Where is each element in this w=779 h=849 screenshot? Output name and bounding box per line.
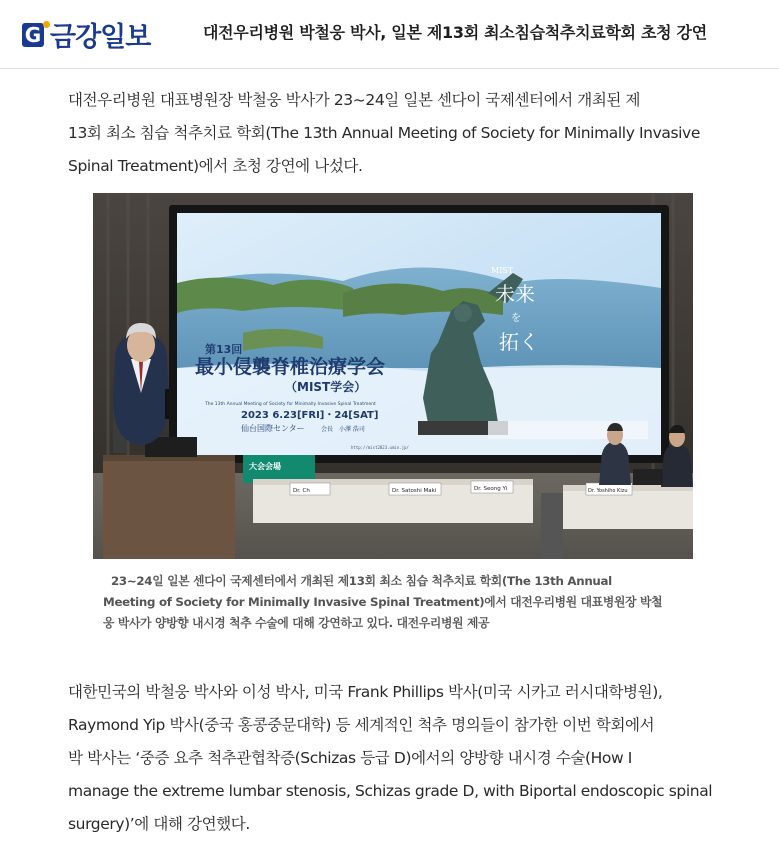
- slide-date-text: 2023 6.23[FRI]・24[SAT]: [241, 410, 379, 421]
- nameplate-4: Dr. Yoshiho Kizu: [588, 488, 628, 494]
- slide-motto-end: 拓く: [499, 330, 539, 354]
- intro-line: Spinal Treatment)에서 초청 강연에 나섰다.: [68, 157, 363, 175]
- intro-paragraph: [68, 84, 718, 183]
- slide-motto-main: 未来: [495, 282, 535, 306]
- body-line: 대한민국의 박철웅 박사와 이성 박사, 미국 Frank Phillips 박사(미국 시카고 러시대학병원),: [68, 683, 663, 701]
- slide-motto-top: MIST: [491, 266, 514, 275]
- intro-line: 13회 최소 침습 척추치료 학회(The 13th Annual Meeting of Society for Minimally Invasive: [68, 124, 700, 142]
- article-headline: 대전우리병원 박철웅 박사, 일본 제13회 최소침습척추치료학회 초청 강연: [203, 23, 707, 42]
- logo-text: 금강일보: [50, 22, 151, 53]
- site-header: [0, 0, 779, 69]
- conference-photo-svg: [93, 193, 693, 559]
- caption-line: Meeting of Society for Minimally Invasive Spinal Treatment)에서 대전우리병원 대표병원장 박철: [103, 595, 663, 609]
- slide-president-text: 会長 小澤 浩司: [321, 426, 365, 433]
- nameplate-3: Dr. Seong Yi: [474, 486, 508, 492]
- body-line: Raymond Yip 박사(중국 홍콩중문대학) 등 세계적인 척추 명의들이 참가한 이번 학회에서: [68, 716, 655, 734]
- body-line: manage the extreme lumbar stenosis, Schizas grade D, with Biportal endoscopic spinal: [68, 782, 713, 800]
- intro-line: 대전우리병원 대표병원장 박철웅 박사가 23~24일 일본 센다이 국제센터에서 개최된 제: [68, 91, 641, 109]
- slide-english-title: The 13th Annual Meeting of Society for Minimally Invasive Spinal Treatment: [205, 402, 376, 407]
- caption-line: 23~24일 일본 센다이 국제센터에서 개최된 제13회 최소 침습 척추치료 학회(The 13th Annual: [111, 574, 612, 588]
- body-line: 박 박사는 ‘중증 요추 척추관협착증(Schizas 등급 D)에서의 양방향 내시경 수술(How I: [68, 749, 632, 767]
- caption-line: 웅 박사가 양방향 내시경 척추 수술에 대해 강연하고 있다. 대전우리병원 제공: [103, 616, 490, 630]
- logo-g-icon: G: [22, 21, 46, 49]
- body-line: surgery)’에 대해 강연했다.: [68, 815, 250, 833]
- photo-caption: [103, 571, 693, 634]
- slide-session-text: 第13回: [205, 343, 243, 356]
- slide-subtitle-text: （MIST学会）: [285, 380, 367, 394]
- slide-url-text: http://mist2023.umin.jp/: [351, 445, 409, 450]
- slide-venue-text: 仙台国際センター: [241, 424, 305, 433]
- site-logo[interactable]: [22, 15, 150, 54]
- article-photo: [93, 193, 693, 559]
- body-paragraph: [68, 676, 718, 841]
- nameplate-1: Dr. Ch: [293, 488, 310, 494]
- slide-title-text: 最小侵襲脊椎治療学会: [195, 356, 386, 378]
- nameplate-2: Dr. Satoshi Maki: [392, 488, 437, 494]
- hall-sign-text: 大会会場: [249, 462, 281, 471]
- slide-motto-wo: を: [511, 313, 521, 324]
